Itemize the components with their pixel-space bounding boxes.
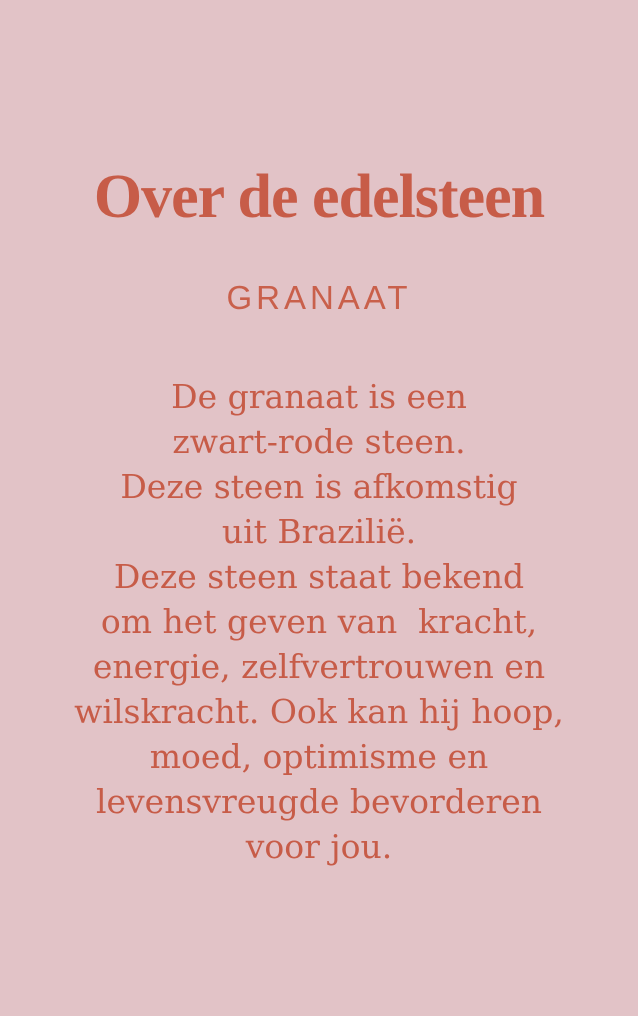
gemstone-name-subtitle: GRANAAT	[226, 279, 412, 316]
description-line: Deze steen staat bekend	[113, 557, 525, 596]
page-title: Over de edelsteen	[93, 163, 545, 231]
description-line: energie, zelfvertrouwen en	[92, 647, 546, 686]
description-line: moed, optimisme en	[149, 737, 489, 776]
description-line: wilskracht. Ook kan hij hoop,	[74, 692, 564, 731]
description-line: voor jou.	[245, 827, 393, 866]
description-line: Deze steen is afkomstig	[120, 467, 518, 506]
gemstone-description	[0, 374, 638, 869]
description-line: zwart-rode steen.	[172, 422, 466, 461]
description-line: om het geven van kracht,	[100, 602, 538, 641]
description-line: levensvreugde bevorderen	[95, 782, 543, 821]
description-line: uit Brazilië.	[221, 512, 417, 551]
description-line: De granaat is een	[171, 377, 467, 416]
